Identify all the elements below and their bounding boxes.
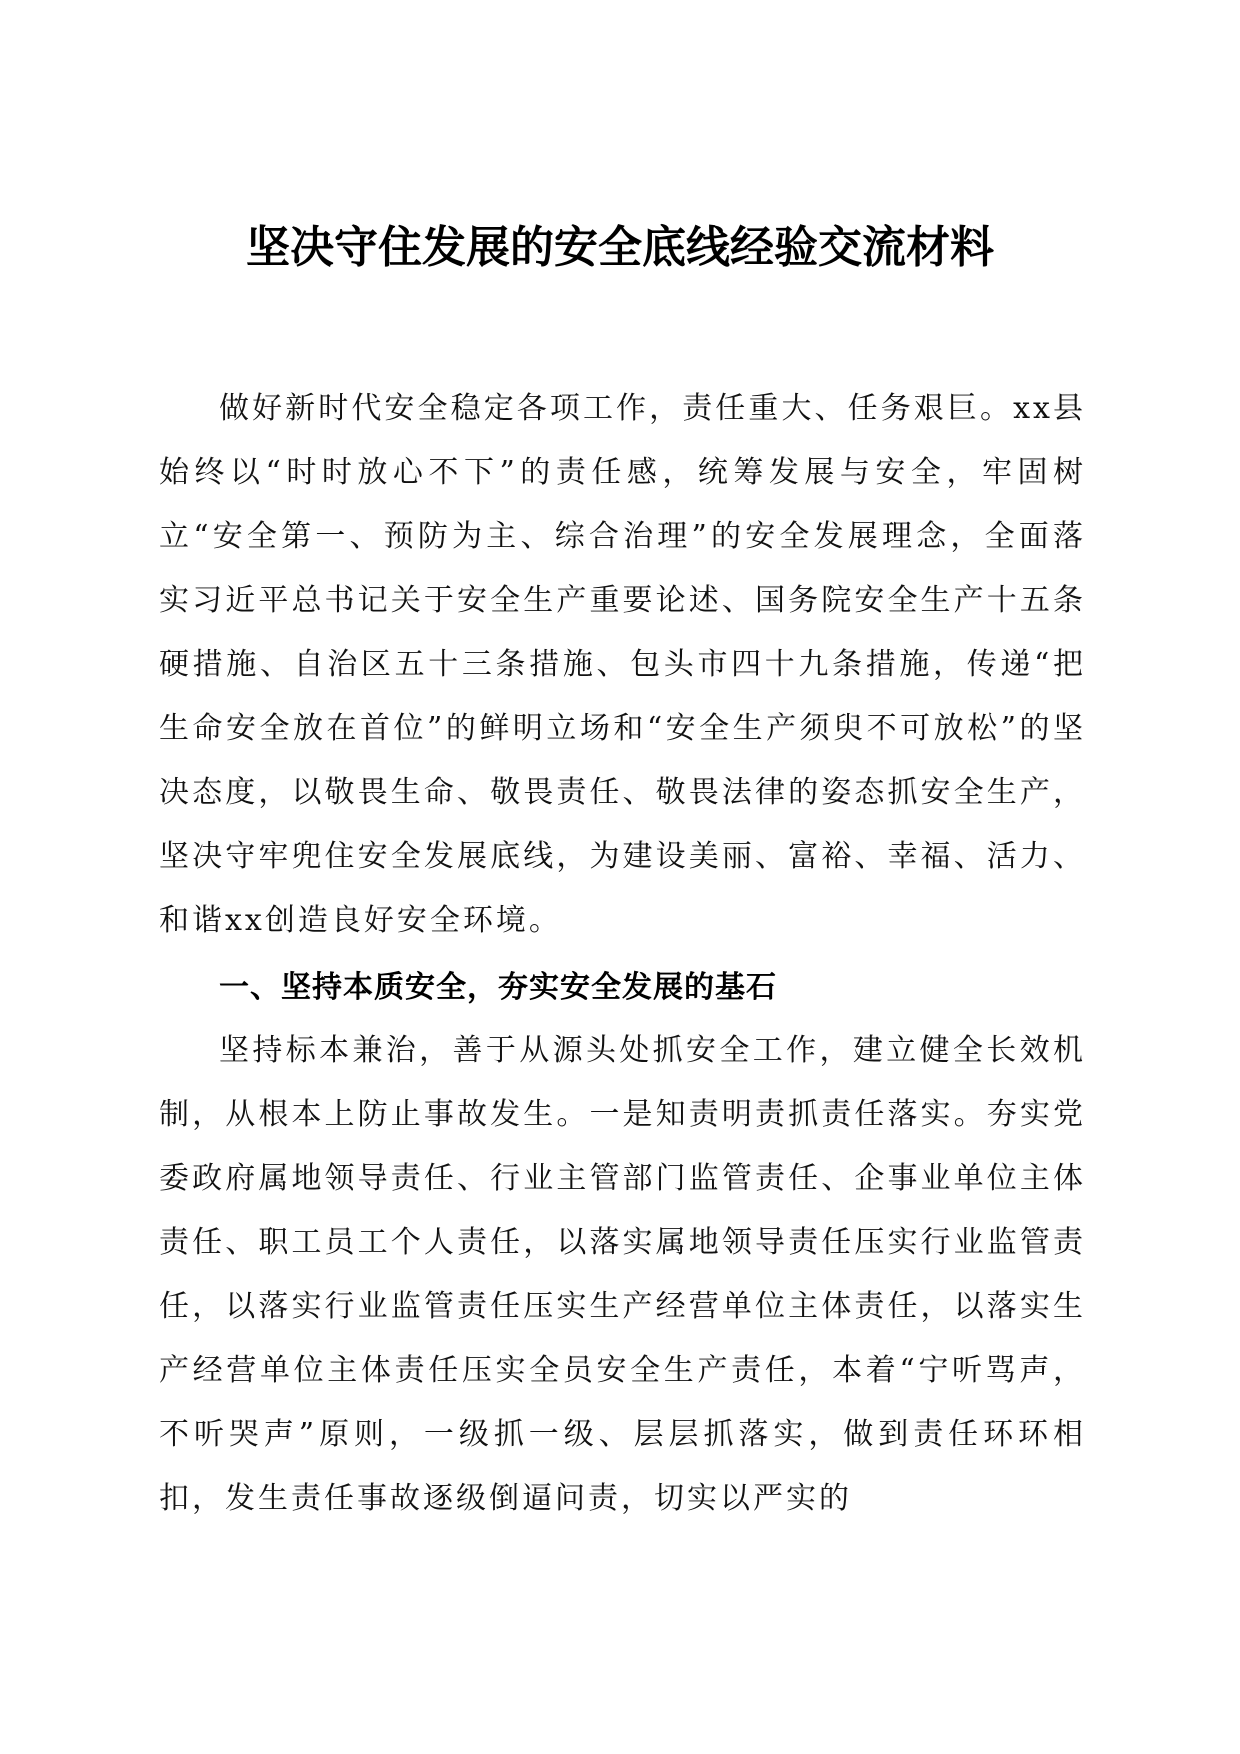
section-paragraph: 坚持标本兼治，善于从源头处抓安全工作，建立健全长效机制，从根本上防止事故发生。一是知责明责抓责任落实。夯实党委政府属地领导责任、行业主管部门监管责任、企事业单位主体责任、职工员工个人责任，以落实属地领导责任压实行业监管责任，以落实行业监管责任压实生产经营单位主体责任，以落实生产经营单位主体责任压实全员安全生产责任，本着“宁听骂声，不听哭声”原则，一级抓一级、层层抓落实，做到责任环环相扣，发生责任事故逐级倒逼问责，切实以严实的 [159,1033,1086,1516]
document-title: 坚决守住发展的安全底线经验交流材料 [246,222,994,273]
section-heading: 一、坚持本质安全，夯实安全发展的基石 [219,970,777,1005]
intro-paragraph: 做好新时代安全稳定各项工作，责任重大、任务艰巨。xx县始终以“时时放心不下”的责任感，统筹发展与安全，牢固树立“安全第一、预防为主、综合治理”的安全发展理念，全面落实习近平总书记关于安全生产重要论述、国务院安全生产十五条硬措施、自治区五十三条措施、包头市四十九条措施，传递“把生命安全放在首位”的鲜明立场和“安全生产须臾不可放松”的坚决态度，以敬畏生命、敬畏责任、敬畏法律的姿态抓安全生产，坚决守牢兜住安全发展底线，为建设美丽、富裕、幸福、活力、和谐xx创造良好安全环境。 [159,391,1086,938]
